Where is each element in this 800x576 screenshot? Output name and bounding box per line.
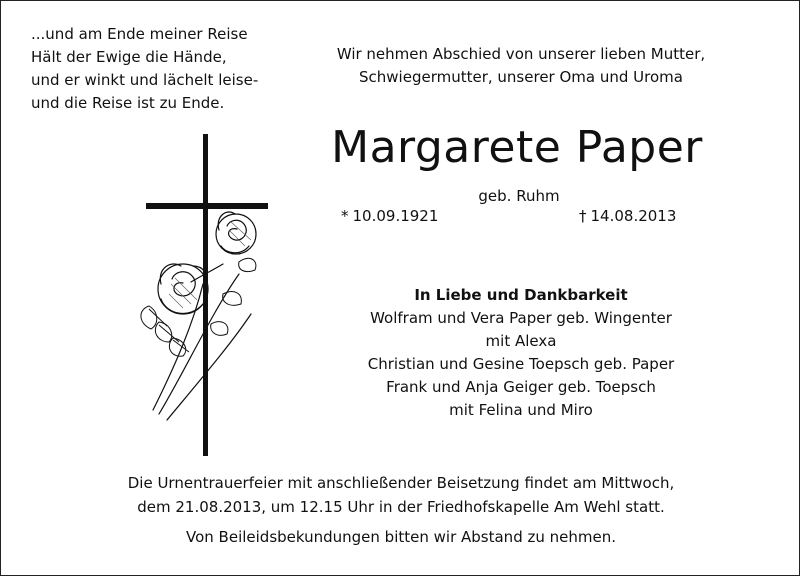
farewell-intro [301,43,741,89]
family-line: Christian und Gesine Toepsch geb. Paper [367,355,675,373]
family-line: mit Alexa [485,332,557,350]
intro-line: Wir nehmen Abschied von unserer lieben Mutter, [336,45,706,63]
poem-line: ...und am Ende meiner Reise [31,25,248,43]
intro-line: Schwiegermutter, unserer Oma und Uroma [359,68,683,86]
family-heading: In Liebe und Dankbarkeit [414,286,628,304]
birth-name: geb. Ruhm [478,187,560,205]
death-symbol: † [579,207,587,225]
ceremony-line: dem 21.08.2013, um 12.15 Uhr in der Friedhofskapelle Am Wehl statt. [137,498,665,516]
poem-line: und die Reise ist zu Ende. [31,94,225,112]
ceremony-info [41,471,761,549]
family-line: Frank und Anja Geiger geb. Toepsch [386,378,656,396]
ceremony-line: Die Urnentrauerfeier mit anschließender Beisetzung findet am Mittwoch, [127,474,675,492]
family-block [301,284,741,422]
birth-date: 10.09.1921 [352,207,439,225]
condolence-note: Von Beileidsbekundungen bitten wir Abstand zu nehmen. [186,528,616,546]
birth-symbol: * [341,207,349,225]
poem-line: und er winkt und lächelt leise- [31,71,259,89]
poem-line: Hält der Ewige die Hände, [31,48,227,66]
birth-date-line [341,206,438,226]
family-line: mit Felina und Miro [449,401,593,419]
deceased-name: Margarete Paper [331,122,703,173]
cross-with-roses-icon [131,134,281,456]
family-line: Wolfram und Vera Paper geb. Wingenter [370,309,672,327]
death-date: 14.08.2013 [590,207,677,225]
poem [31,23,301,115]
death-date-line [579,206,676,226]
